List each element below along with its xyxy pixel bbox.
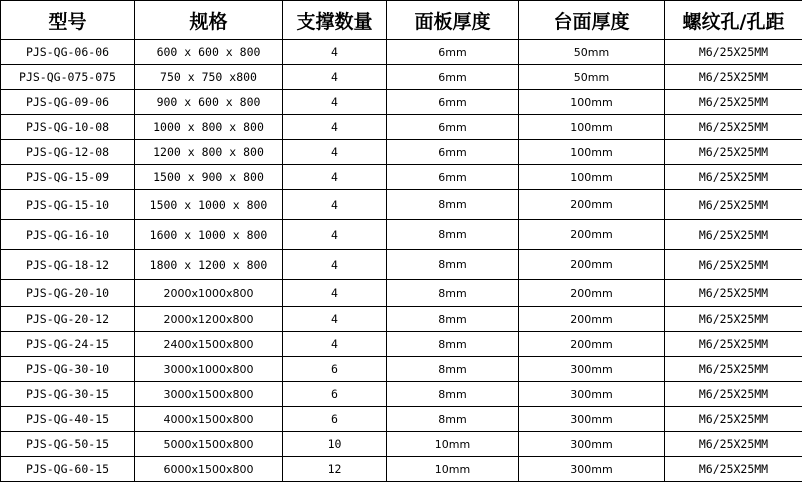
table-row: [1, 250, 802, 280]
spec-cell: 2000x1000x800: [135, 280, 283, 307]
support-count-cell: 12: [283, 457, 387, 482]
panel-thickness-cell: 6mm: [387, 65, 519, 90]
panel-thickness-cell: 10mm: [387, 457, 519, 482]
table-row: [1, 432, 802, 457]
table-row: [1, 357, 802, 382]
model-cell: PJS-QG-40-15: [1, 407, 135, 432]
top-thickness-cell: 300mm: [519, 457, 665, 482]
support-count-cell: 4: [283, 140, 387, 165]
spec-cell: 1200 x 800 x 800: [135, 140, 283, 165]
spec-cell: 3000x1500x800: [135, 382, 283, 407]
panel-thickness-cell: 6mm: [387, 40, 519, 65]
panel-thickness-cell: 8mm: [387, 220, 519, 250]
spec-cell: 2000x1200x800: [135, 307, 283, 332]
header-panel-thickness: 面板厚度: [387, 1, 519, 40]
support-count-cell: 4: [283, 165, 387, 190]
model-cell: PJS-QG-09-06: [1, 90, 135, 115]
model-cell: PJS-QG-18-12: [1, 250, 135, 280]
thread-hole-cell: M6/25X25MM: [665, 432, 802, 457]
panel-thickness-cell: 8mm: [387, 250, 519, 280]
top-thickness-cell: 50mm: [519, 65, 665, 90]
table-body: [1, 40, 802, 482]
table-row: [1, 382, 802, 407]
table-row: [1, 407, 802, 432]
thread-hole-cell: M6/25X25MM: [665, 140, 802, 165]
panel-thickness-cell: 8mm: [387, 280, 519, 307]
top-thickness-cell: 300mm: [519, 407, 665, 432]
top-thickness-cell: 200mm: [519, 190, 665, 220]
top-thickness-cell: 300mm: [519, 432, 665, 457]
top-thickness-cell: 300mm: [519, 357, 665, 382]
table-row: [1, 190, 802, 220]
support-count-cell: 4: [283, 40, 387, 65]
support-count-cell: 4: [283, 307, 387, 332]
spec-cell: 900 x 600 x 800: [135, 90, 283, 115]
table-row: [1, 220, 802, 250]
top-thickness-cell: 100mm: [519, 140, 665, 165]
model-cell: PJS-QG-30-15: [1, 382, 135, 407]
table-row: [1, 115, 802, 140]
table-row: [1, 165, 802, 190]
top-thickness-cell: 200mm: [519, 250, 665, 280]
model-cell: PJS-QG-50-15: [1, 432, 135, 457]
top-thickness-cell: 100mm: [519, 115, 665, 140]
model-cell: PJS-QG-06-06: [1, 40, 135, 65]
model-cell: PJS-QG-24-15: [1, 332, 135, 357]
table-row: [1, 332, 802, 357]
support-count-cell: 4: [283, 250, 387, 280]
spec-cell: 1800 x 1200 x 800: [135, 250, 283, 280]
thread-hole-cell: M6/25X25MM: [665, 457, 802, 482]
spec-cell: 1500 x 900 x 800: [135, 165, 283, 190]
model-cell: PJS-QG-16-10: [1, 220, 135, 250]
table-row: [1, 457, 802, 482]
panel-thickness-cell: 8mm: [387, 357, 519, 382]
support-count-cell: 4: [283, 280, 387, 307]
top-thickness-cell: 50mm: [519, 40, 665, 65]
table-row: [1, 280, 802, 307]
thread-hole-cell: M6/25X25MM: [665, 115, 802, 140]
model-cell: PJS-QG-10-08: [1, 115, 135, 140]
spec-cell: 600 x 600 x 800: [135, 40, 283, 65]
model-cell: PJS-QG-15-09: [1, 165, 135, 190]
support-count-cell: 4: [283, 90, 387, 115]
support-count-cell: 6: [283, 407, 387, 432]
header-row: [1, 1, 802, 40]
spec-cell: 1600 x 1000 x 800: [135, 220, 283, 250]
model-cell: PJS-QG-12-08: [1, 140, 135, 165]
thread-hole-cell: M6/25X25MM: [665, 332, 802, 357]
support-count-cell: 4: [283, 220, 387, 250]
support-count-cell: 6: [283, 357, 387, 382]
support-count-cell: 10: [283, 432, 387, 457]
model-cell: PJS-QG-30-10: [1, 357, 135, 382]
support-count-cell: 4: [283, 190, 387, 220]
panel-thickness-cell: 8mm: [387, 407, 519, 432]
thread-hole-cell: M6/25X25MM: [665, 382, 802, 407]
support-count-cell: 6: [283, 382, 387, 407]
panel-thickness-cell: 8mm: [387, 307, 519, 332]
model-cell: PJS-QG-60-15: [1, 457, 135, 482]
thread-hole-cell: M6/25X25MM: [665, 280, 802, 307]
thread-hole-cell: M6/25X25MM: [665, 90, 802, 115]
panel-thickness-cell: 6mm: [387, 90, 519, 115]
support-count-cell: 4: [283, 65, 387, 90]
support-count-cell: 4: [283, 115, 387, 140]
spec-cell: 1000 x 800 x 800: [135, 115, 283, 140]
table-row: [1, 140, 802, 165]
spec-cell: 2400x1500x800: [135, 332, 283, 357]
model-cell: PJS-QG-075-075: [1, 65, 135, 90]
header-top-thickness: 台面厚度: [519, 1, 665, 40]
panel-thickness-cell: 6mm: [387, 165, 519, 190]
spec-cell: 6000x1500x800: [135, 457, 283, 482]
thread-hole-cell: M6/25X25MM: [665, 407, 802, 432]
thread-hole-cell: M6/25X25MM: [665, 250, 802, 280]
table-row: [1, 307, 802, 332]
header-thread-hole-spacing: 螺纹孔/孔距: [665, 1, 802, 40]
spec-cell: 3000x1000x800: [135, 357, 283, 382]
spec-cell: 4000x1500x800: [135, 407, 283, 432]
table-row: [1, 90, 802, 115]
top-thickness-cell: 100mm: [519, 90, 665, 115]
thread-hole-cell: M6/25X25MM: [665, 357, 802, 382]
header-support-count: 支撑数量: [283, 1, 387, 40]
thread-hole-cell: M6/25X25MM: [665, 307, 802, 332]
model-cell: PJS-QG-15-10: [1, 190, 135, 220]
top-thickness-cell: 200mm: [519, 332, 665, 357]
spec-cell: 5000x1500x800: [135, 432, 283, 457]
top-thickness-cell: 200mm: [519, 307, 665, 332]
thread-hole-cell: M6/25X25MM: [665, 65, 802, 90]
header-spec: 规格: [135, 1, 283, 40]
panel-thickness-cell: 8mm: [387, 382, 519, 407]
thread-hole-cell: M6/25X25MM: [665, 40, 802, 65]
top-thickness-cell: 200mm: [519, 220, 665, 250]
model-cell: PJS-QG-20-10: [1, 280, 135, 307]
panel-thickness-cell: 6mm: [387, 115, 519, 140]
panel-thickness-cell: 10mm: [387, 432, 519, 457]
thread-hole-cell: M6/25X25MM: [665, 220, 802, 250]
spec-cell: 750 x 750 x800: [135, 65, 283, 90]
top-thickness-cell: 200mm: [519, 280, 665, 307]
thread-hole-cell: M6/25X25MM: [665, 165, 802, 190]
table-row: [1, 40, 802, 65]
support-count-cell: 4: [283, 332, 387, 357]
spec-cell: 1500 x 1000 x 800: [135, 190, 283, 220]
table-row: [1, 65, 802, 90]
panel-thickness-cell: 8mm: [387, 332, 519, 357]
top-thickness-cell: 100mm: [519, 165, 665, 190]
panel-thickness-cell: 8mm: [387, 190, 519, 220]
panel-thickness-cell: 6mm: [387, 140, 519, 165]
thread-hole-cell: M6/25X25MM: [665, 190, 802, 220]
model-cell: PJS-QG-20-12: [1, 307, 135, 332]
header-model: 型号: [1, 1, 135, 40]
top-thickness-cell: 300mm: [519, 382, 665, 407]
